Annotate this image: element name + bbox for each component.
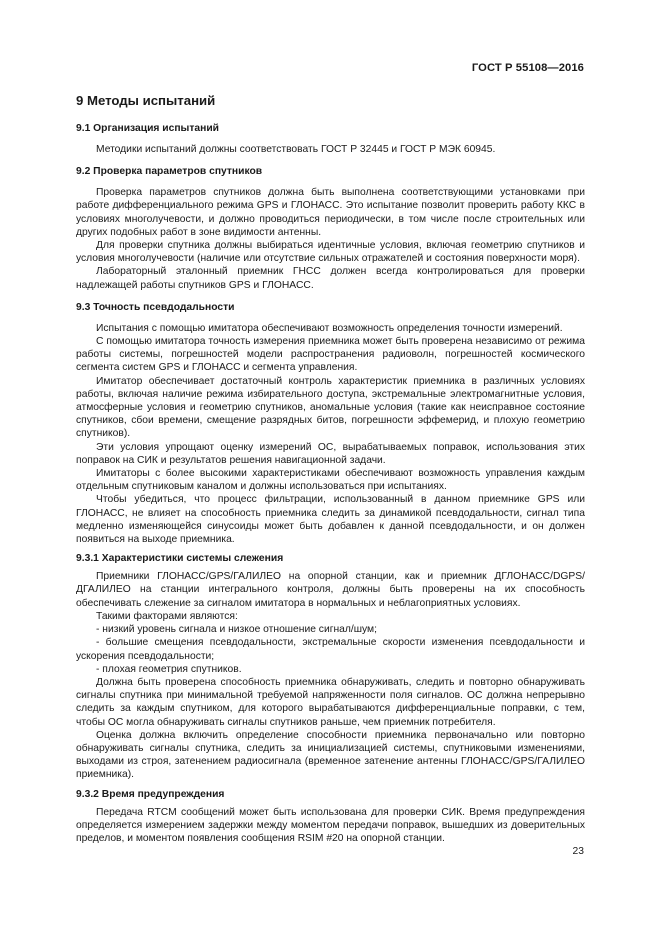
- paragraph: Приемники ГЛОНАСС/GPS/ГАЛИЛЕО на опорной станции, как и приемник ДГЛОНАСС/DGPS/ДГАЛИЛЕО на станции интегрального контроля, должны быть проверены на их способность обеспечивать слежение за сигналом имитатора в нормальных и неблагоприятных условиях.: [76, 571, 585, 609]
- list-item: - плохая геометрия спутников.: [96, 663, 242, 675]
- subsection-title-9-1: 9.1 Организация испытаний: [76, 123, 219, 134]
- page-number: 23: [572, 846, 584, 857]
- subsection-title-9-2: 9.2 Проверка параметров спутников: [76, 166, 263, 178]
- paragraph: Оценка должна включить определение способности приемника первоначально или повторно обнаруживать сигналы спутника, следить за инициализацией системы, спутниковыми изменениями, выходами из строя, затенением радиосигнала (временное затенение антенны ГЛОНАСС/GPS/ГАЛИЛЕО приемника).: [76, 729, 585, 781]
- paragraph: Такими факторами являются:: [96, 610, 238, 622]
- subsection-title-9-3-1: 9.3.1 Характеристики системы слежения: [76, 553, 284, 565]
- subsection-title-9-3-2: 9.3.2 Время предупреждения: [76, 788, 225, 800]
- paragraph: Имитаторы с более высокими характеристиками обеспечивают возможность управления каждым отдельным спутниковым каналом и должны использоваться при испытаниях.: [76, 468, 585, 493]
- paragraph: Должна быть проверена способность приемника обнаруживать, следить и повторно обнаруживать сигналы спутника при минимальной требуемой напряженности поля сигналов. ОС должна непрерывно следить за каждым спутником, для которого вырабатываются дифференциальные поправки, с тем, чтобы ОС могла обнаруживать сигналы спутников раньше, чем приемник потребителя.: [76, 676, 585, 728]
- paragraph: Чтобы убедиться, что процесс фильтрации, использованный в данном приемнике GPS или ГЛОНАСС, не влияет на способность приемника следить за динамикой псевдодальности, сигнал типа медленно изменяющейся синусоиды может быть добавлен к данной псевдодальности, и он должен появиться на выходе приемника.: [76, 494, 585, 546]
- section-title: 9 Методы испытаний: [76, 93, 216, 108]
- paragraph: Методики испытаний должны соответствовать ГОСТ Р 32445 и ГОСТ Р МЭК 60945.: [96, 144, 496, 155]
- list-item: - большие смещения псевдодальности, экстремальные скорости изменения псевдодальности и ускорения псевдодальности;: [76, 637, 585, 662]
- paragraph: Лабораторный эталонный приемник ГНСС должен всегда контролироваться для проверки надлежащей работы спутников GPS и ГЛОНАСС.: [76, 266, 585, 291]
- paragraph: Имитатор обеспечивает достаточный контроль характеристик приемника в различных условиях работы, включая наличие режима избирательного доступа, экстремальные электромагнитные условия, атмосферные условия и геометрию спутников, аномальные условия (такие как неисправное состояние спутников, сбои времени, смещение разрядных битов, погрешности эффемерид, и плохую геометрию спутников).: [76, 375, 585, 440]
- page-body: [76, 93, 585, 845]
- paragraph: Проверка параметров спутников должна быть выполнена соответствующими установками при работе дифференциального режима GPS и ГЛОНАСС. Это испытание позволит проверить работу ККС в условиях многолучевости, и должно проводиться периодически, в том числе после строительных или других подобных работ в зоне видимости антенны.: [76, 187, 585, 238]
- document-id: ГОСТ Р 55108—2016: [471, 62, 584, 74]
- paragraph: Испытания с помощью имитатора обеспечивают возможность определения точности измерений.: [96, 322, 563, 334]
- paragraph: Передача RTCM сообщений может быть использована для проверки СИК. Время предупреждения определяется измерением задержки между моментом передачи поправок, вышедших из доверительных пределов, и моментом появления сообщения RSIM #20 на опорной станции.: [76, 806, 585, 844]
- paragraph: Для проверки спутника должны выбираться идентичные условия, включая геометрию спутников и условия многолучевости (наличие или отсутствие сильных отражателей и состояния поверхности моря).: [76, 240, 585, 265]
- paragraph: Эти условия упрощают оценку измерений ОС, вырабатываемых поправок, использования этих поправок на СИК и результатов решения навигационной задачи.: [76, 441, 585, 466]
- subsection-title-9-3: 9.3 Точность псевдодальности: [76, 301, 235, 313]
- list-item: - низкий уровень сигнала и низкое отношение сигнал/шум;: [96, 624, 377, 636]
- paragraph: С помощью имитатора точность измерения приемника может быть проверена независимо от режима работы системы, погрешностей модели распространения радиоволн, погрешностей космического сегмента систем GPS и ГЛОНАСС и сегмента управления.: [76, 336, 585, 374]
